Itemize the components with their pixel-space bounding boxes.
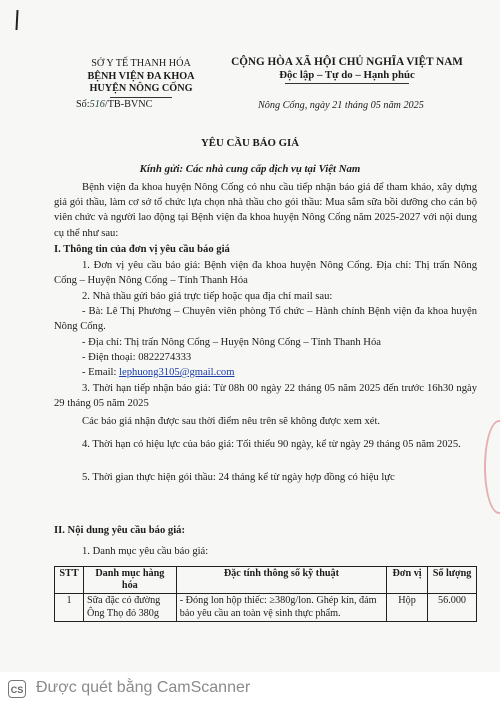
contact-phone: - Điện thoại: 0822274333 xyxy=(82,352,192,363)
contact-person: - Bà: Lê Thị Phương – Chuyên viên phòng Tổ chức – Hành chính Bệnh viện đa khoa huyện Nông Cống. xyxy=(54,306,477,333)
document-number-value: 516 xyxy=(89,99,105,110)
national-motto: Độc lập – Tự do – Hạnh phúc xyxy=(279,69,415,81)
table-header-row xyxy=(55,567,477,594)
section1-item3: 3. Thời hạn tiếp nhận báo giá: Từ 08h 00 ngày 22 tháng 05 năm 2025 đến trước 16h30 ngày 29 tháng 05 năm 2025 xyxy=(54,383,477,410)
document-number-prefix: Số: xyxy=(76,99,90,110)
red-stamp-edge xyxy=(484,420,500,514)
document-title: YÊU CẦU BÁO GIÁ xyxy=(200,137,300,149)
intro-paragraph: Bệnh viện đa khoa huyện Nông Cống có nhu cầu tiếp nhận báo giá để tham khảo, xây dựng giá gói thầu, làm cơ sở tổ chức lựa chọn nhà thầu cho gói thầu: Mua sắm sữa bồi dưỡng cho cán bộ viên chức và người lao động tại Bệnh viện đa khoa huyện Nông Cống năm 2025-2027 với nội dung cụ thể như sau: xyxy=(54,182,477,239)
email-label: - Email: xyxy=(82,367,120,378)
contact-address: - Địa chỉ: Thị trấn Nông Cống – Huyện Nông Cống – Tỉnh Thanh Hóa xyxy=(82,337,381,348)
section2-item1: 1. Danh mục yêu cầu báo giá: xyxy=(82,546,209,557)
contact-email xyxy=(54,365,477,380)
header-stt: STT xyxy=(55,567,84,594)
document-number-suffix: /TB-BVNC xyxy=(104,99,153,110)
cell-stt: 1 xyxy=(55,594,84,622)
section2-heading: II. Nội dung yêu cầu báo giá: xyxy=(54,525,185,536)
header-quantity: Số lượng xyxy=(428,567,477,594)
section1-item5: 5. Thời gian thực hiện gói thầu: 24 tháng kể từ ngày hợp đồng có hiệu lực xyxy=(82,472,395,483)
place-date: Nông Cống, ngày 21 tháng 05 năm 2025 xyxy=(258,100,424,111)
national-header xyxy=(212,55,482,84)
quote-request-table xyxy=(54,566,477,622)
cell-quantity: 56.000 xyxy=(428,594,477,622)
issuer-district: HUYỆN NÔNG CỐNG xyxy=(89,83,193,94)
issuer-hospital: BỆNH VIỆN ĐA KHOA xyxy=(87,70,195,82)
header-spec: Đặc tính thông số kỹ thuật xyxy=(176,567,386,594)
issuer-department: SỞ Y TẾ THANH HÓA xyxy=(91,58,191,69)
header-unit: Đơn vị xyxy=(387,567,428,594)
handwritten-mark xyxy=(15,10,18,30)
cell-item: Sữa đặc có đường Ông Thọ đỏ 380g xyxy=(83,594,176,622)
issuer-header xyxy=(46,58,236,98)
motto-underline xyxy=(285,83,409,84)
recipient-line: Kính gửi: Các nhà cung cấp dịch vụ tại Việt Nam xyxy=(139,163,361,175)
issuer-underline xyxy=(110,97,172,98)
camscanner-icon: CS xyxy=(8,680,26,698)
header-item: Danh mục hàng hóa xyxy=(83,567,176,594)
section1-heading: I. Thông tin của đơn vị yêu cầu báo giá xyxy=(54,244,230,255)
document-number xyxy=(76,99,152,110)
section1-item4: 4. Thời hạn có hiệu lực của báo giá: Tối thiểu 90 ngày, kể từ ngày 29 tháng 05 năm 2025. xyxy=(82,439,461,450)
cell-unit: Hộp xyxy=(387,594,428,622)
section1-item2: 2. Nhà thầu gửi báo giá trực tiếp hoặc qua địa chỉ mail sau: xyxy=(82,291,333,302)
email-link[interactable]: lephuong3105@gmail.com xyxy=(119,367,235,378)
scanner-watermark: Được quét bằng CamScanner xyxy=(36,679,251,696)
table-row xyxy=(55,594,477,622)
late-quote-note: Các báo giá nhận được sau thời điểm nêu trên sẽ không được xem xét. xyxy=(82,416,381,427)
section1-item1: 1. Đơn vị yêu cầu báo giá: Bệnh viện đa khoa huyện Nông Cống. Địa chỉ: Thị trấn Nông Cống – Huyện Nông Cống – Tỉnh Thanh Hóa xyxy=(54,260,477,287)
national-title: CỘNG HÒA XÃ HỘI CHỦ NGHĨA VIỆT NAM xyxy=(231,56,463,68)
cell-spec: - Đóng lon hộp thiếc: ≥380g/lon. Ghép kín, đảm bảo yêu cầu an toàn vệ sinh thực phẩm. xyxy=(176,594,386,622)
